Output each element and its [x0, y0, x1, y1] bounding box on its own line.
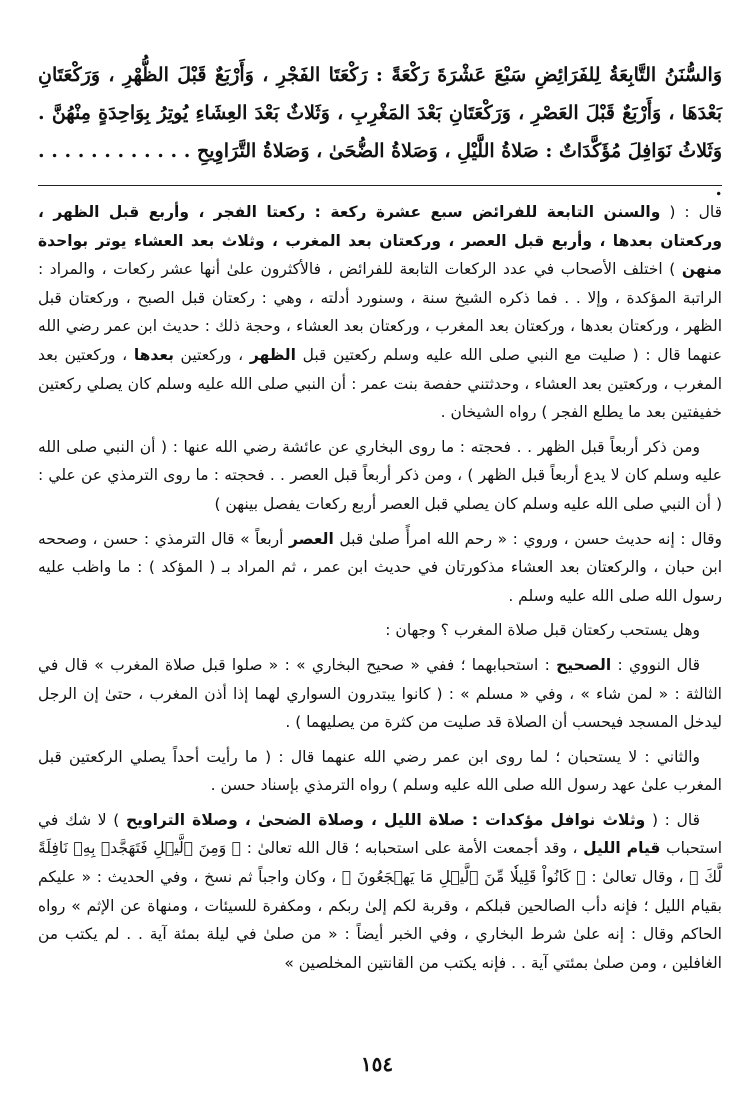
text-run: : استحبابهما ؛ ففي « صحيح البخاري » : « صلوا قبل صلاة المغرب » قال في الثالثة : « لمن شاء » ، وفي « مسلم » : ( كانوا يبتدرون السواري لهما إذا أذن المغرب ، حتىٰ إن الرجل ليدخل المسجد فيحسب أن الصلاة قد صليت من كثرة من يصليهما ) .: [38, 655, 722, 732]
main-text-body: وَالسُّنَنُ التَّابِعَةُ لِلفَرَائِضِ سَبْعَ عَشْرَةَ رَكْعَةً : رَكْعَتَا الفَجْرِ ، وَأَرْبَعٌ قَبْلَ الظُّهْرِ ، وَرَكْعَتَانِ بَعْدَهَا ، وَأَرْبَعٌ قَبْلَ العَصْرِ ، وَرَكْعَتَانِ بَعْدَ المَغْرِبِ ، وَثَلاثٌ بَعْدَ العِشَاءِ يُوتِرُ بِوَاحِدَةٍ مِنْهُنَّ . وَثَلاثُ نَوَافِلَ مُؤَكَّدَاتٌ : صَلاةُ اللَّيْلِ ، وَصَلاةُ الضُّحَىٰ ، وَصَلاةُ التَّرَاوِيحِ . . . . . . . . . . . . .: [38, 64, 722, 200]
bold-text: قيام الليل: [583, 839, 661, 858]
commentary-paragraph-5: [38, 651, 722, 737]
text-run: قال : (: [645, 810, 700, 829]
quoted-text: والسنن التابعة للفرائض سبع عشرة ركعة : ركعتا الفجر ، وأربع قبل الظهر ، وركعتان بعدها ، وأربع قبل العصر ، وركعتان بعد المغرب ، وثلاث بعد العشاء يوتر بواحدة منهن: [38, 203, 722, 279]
text-run: أربعاً » قال الترمذي : حسن ، وصححه ابن حبان ، والركعتان بعد العشاء مذكورتان في حديث ابن عمر ، ثم المراد بـ ( المؤكد ) : ما واظب عليه رسول الله صلى الله عليه وسلم .: [38, 529, 722, 605]
text-run: قال : (: [660, 203, 722, 221]
commentary-paragraph-3: [38, 525, 722, 611]
quoted-text: وثلاث نوافل مؤكدات : صلاة الليل ، وصلاة الضحىٰ ، وصلاة التراويح: [125, 810, 646, 829]
bold-text: الظهر: [249, 345, 296, 364]
bold-text: العصر: [289, 529, 334, 548]
page-number: ١٥٤: [360, 1052, 394, 1076]
commentary-paragraph-6: والثاني : لا يستحبان ؛ لما روى ابن عمر رضي الله عنهما قال : ( ما رأيت أحداً يصلي الركعتين قبل المغرب علىٰ عهد رسول الله صلى الله عليه وسلم ) رواه الترمذي بإسناد حسن .: [38, 747, 722, 795]
commentary-paragraph-7: [38, 806, 722, 978]
commentary-paragraph-1: [38, 198, 722, 427]
text-run: وقال : إنه حديث حسن ، وروي : « رحم الله امرأً صلىٰ قبل: [333, 529, 723, 548]
text-run: ) اختلف الأصحاب في عدد الركعات التابعة للفرائض ، فالأكثرون علىٰ أنها عشر ركعات ، والمراد : الراتبة المؤكدة ، وإلا . . فما ذكره الشيخ سنة ، وسنورد أدلته ، وهي : ركعتان قبل الصبح ، وركعتان قبل الظهر ، وركعتان بعدها ، وركعتان بعد المغرب ، وركعتان بعد العشاء ، وحجة ذلك : حديث ابن عمر رضي الله عنهما قال : ( صليت مع النبي صلى الله عليه وسلم ركعتين قبل: [38, 260, 722, 364]
bold-text: الصحيح: [556, 655, 612, 674]
commentary: [38, 198, 722, 983]
separator-line: [38, 185, 722, 186]
bold-text: بعدها: [133, 345, 174, 364]
commentary-paragraph-4: وهل يستحب ركعتان قبل صلاة المغرب ؟ وجهان :: [385, 621, 700, 640]
commentary-paragraph-2: ومن ذكر أربعاً قبل الظهر . . فحجته : ما روى البخاري عن عائشة رضي الله عنها : ( أن النبي صلى الله عليه وسلم كان لا يدع أربعاً قبل الظهر ) ، ومن ذكر أربعاً قبل العصر . . فحجته : ما روى الترمذي عن علي : ( أن النبي صلى الله عليه وسلم كان يصلي قبل العصر أربع ركعات يفصل بينهن ): [38, 437, 722, 513]
text-run: ، وركعتين بعد المغرب ، وركعتين بعد العشاء ، وحدثتني حفصة بنت عمر : أن النبي صلى الله عليه وسلم كان يصلي ركعتين خفيفتين بعد ما يطلع الفجر ) رواه الشيخان .: [38, 345, 722, 422]
text-run: قال النووي :: [611, 655, 701, 674]
text-run: ، وقد أجمعت الأمة على استحبابه ؛ قال الله تعالىٰ : ﴿ وَمِنَ ٱلَّيۡلِ فَتَهَجَّدۡ بِهِۦ نَافِلَةً لَّكَ ﴾ ، وقال تعالىٰ : ﴿ كَانُواْ قَلِيلٗا مِّنَ ٱلَّيۡلِ مَا يَهۡجَعُونَ ﴾ ، وكان واجباً ثم نسخ ، وفي الحديث : « عليكم بقيام الليل ؛ فإنه دأب الصالحين قبلكم ، وقربة لكم إلىٰ ربكم ، ومكفرة للسيئات ، ومنهاة عن الإثم » رواه الحاكم وقال : إنه علىٰ شرط البخاري ، وفي الخبر أيضاً : « من صلىٰ في ليلة بمئة آية . . لم يكتب من الغافلين ، ومن صلىٰ بمئتي آية . . فإنه يكتب من القانتين المخلصين »: [38, 839, 722, 972]
text-run: ) لا شك في استحباب: [38, 810, 723, 858]
text-run: ، وركعتين: [173, 345, 250, 364]
